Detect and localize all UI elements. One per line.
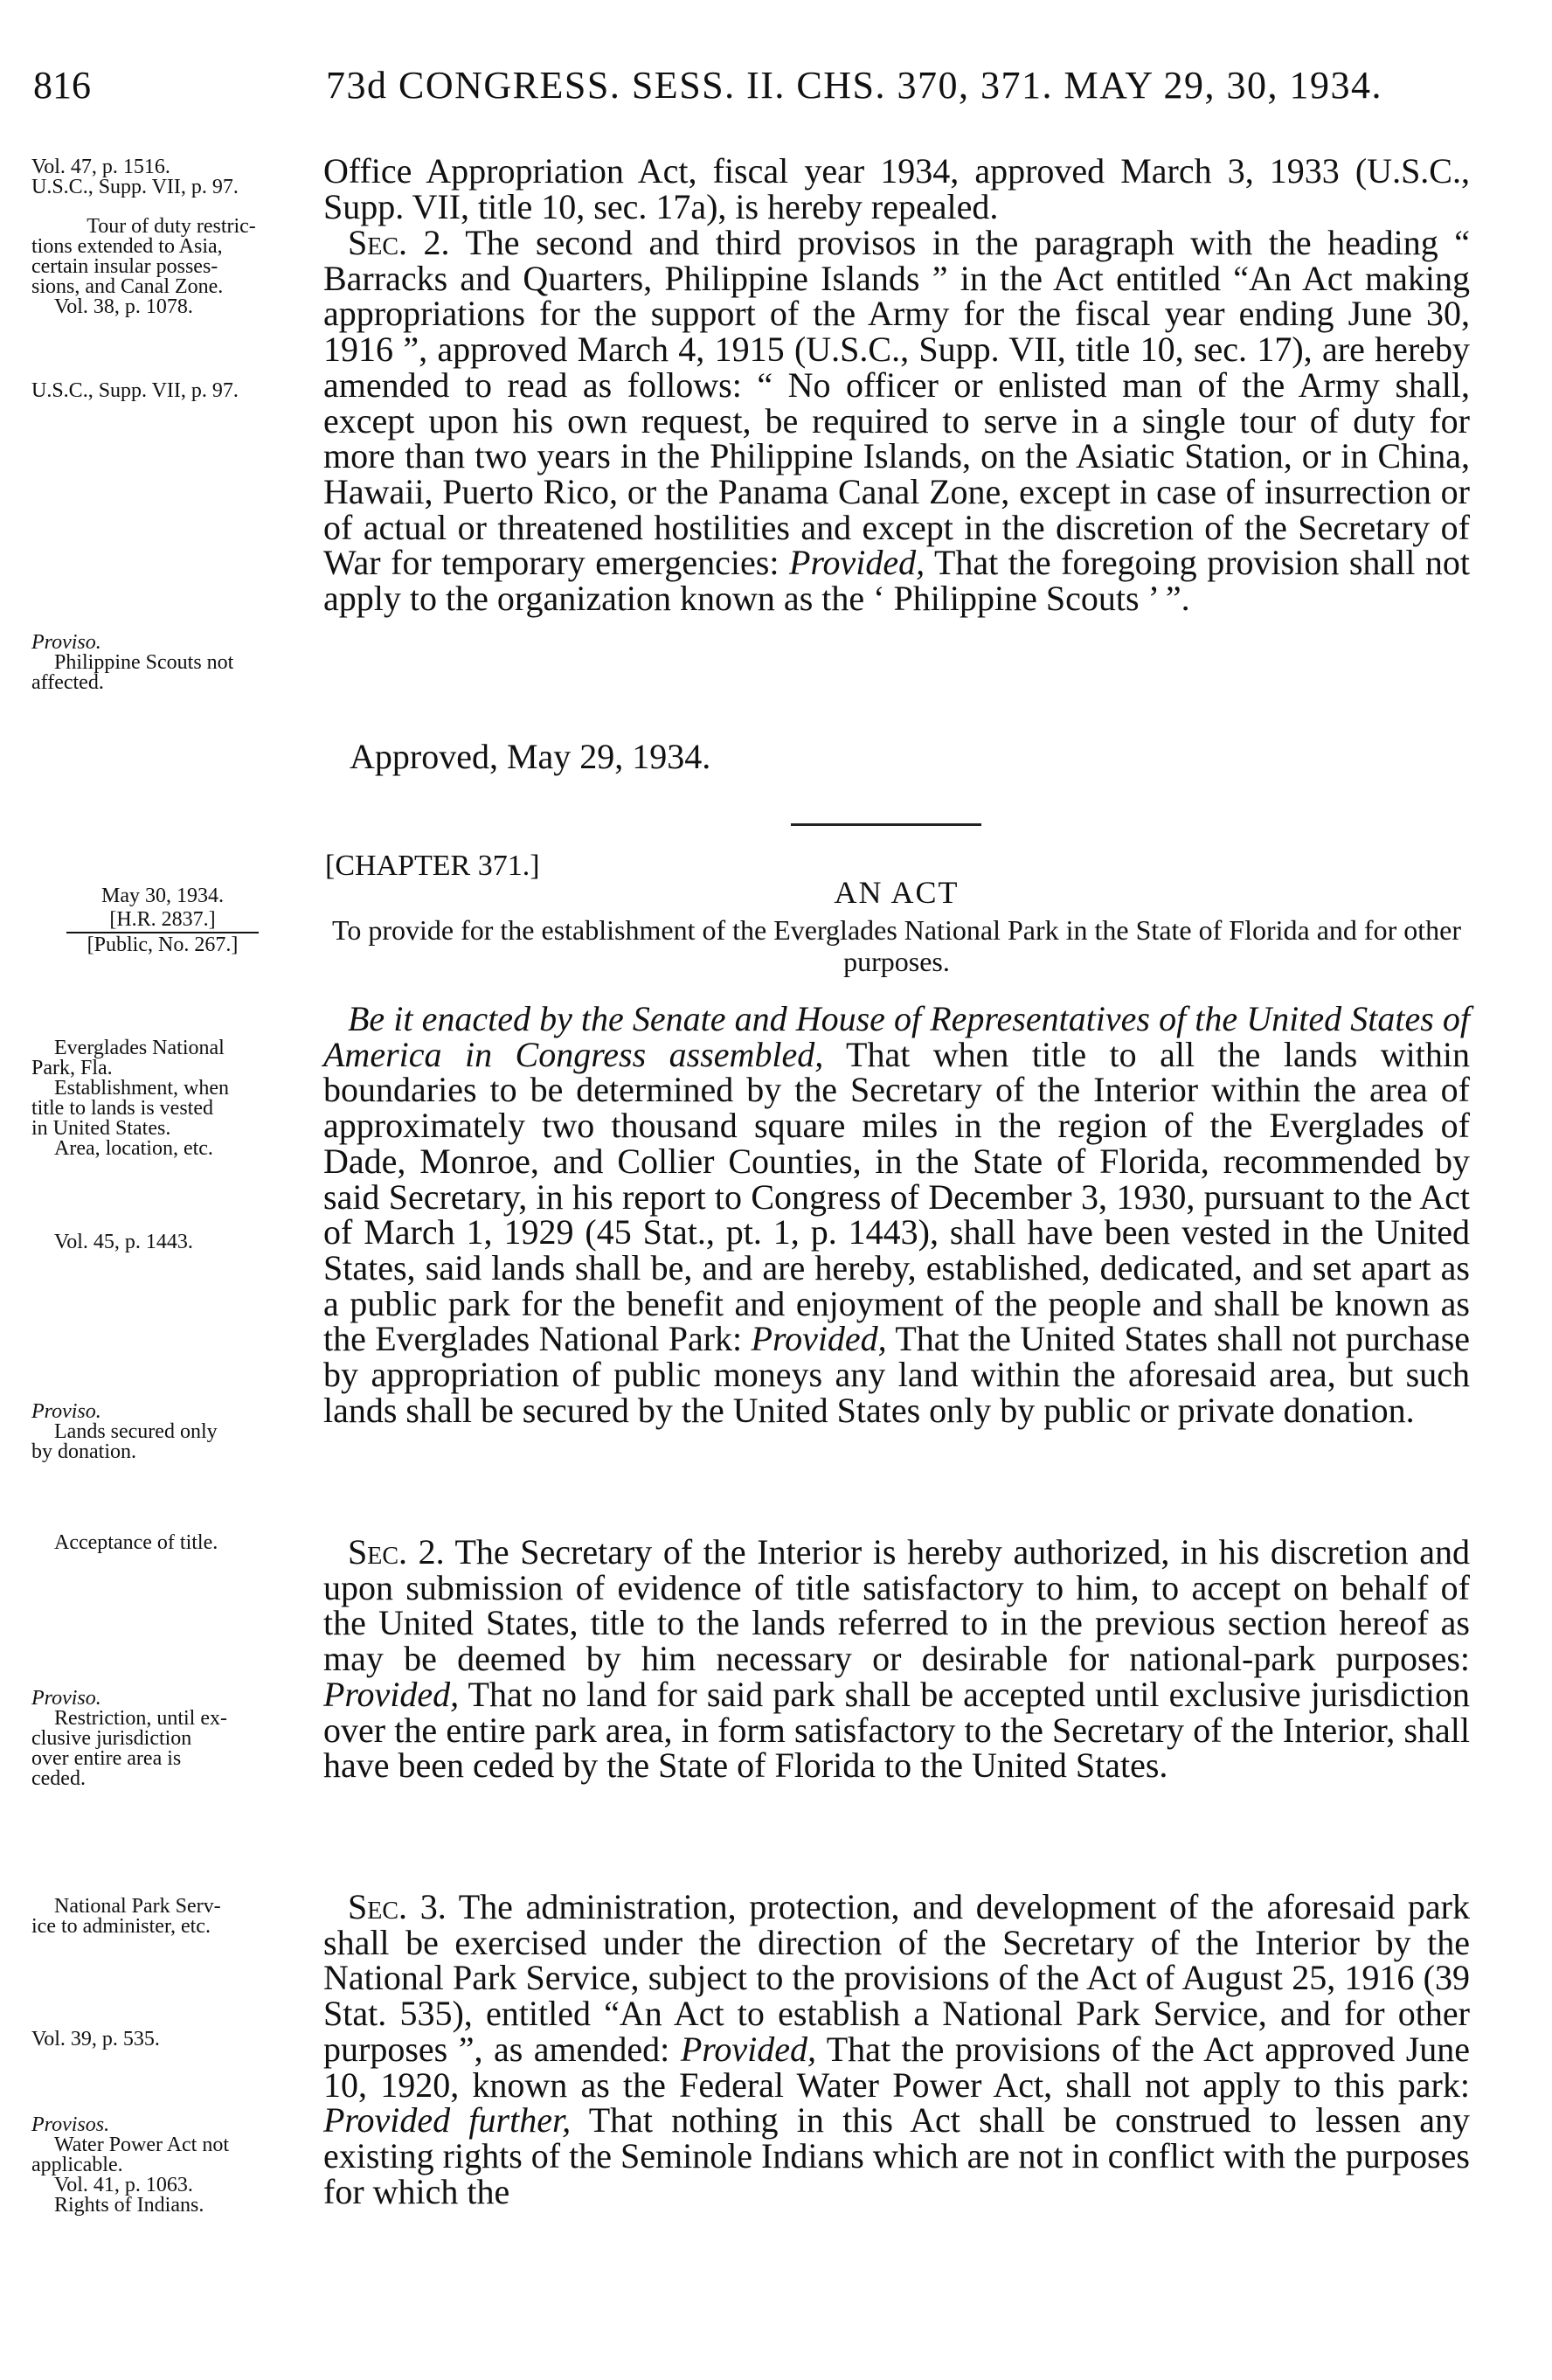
- margin-note-ref: U.S.C., Supp. VII, p. 97.: [31, 379, 239, 402]
- section-2-paragraph: Sec. 2. The second and third provisos in the paragraph with the heading “ Barracks and Quarters, Philippine Islands ” in the Act entitled “An Act making appropriations for the support of the Army for the fiscal year ending June 30, 1916 ”, approved March 4, 1915 (U.S.C., Supp. VII, title 10, sec. 17), are hereby amended to read as follows: “ No officer or enlisted man of the Army shall, except upon his own request, be required to serve in a single tour of duty for more than two years in the Philippine Islands, on the Asiatic Station, or in China, Hawaii, Puerto Rico, or the Panama Canal Zone, except in case of insurrection or of actual or threatened hostilities and except in the discretion of the Secretary of War for temporary emergencies: Provided, That the foregoing provision shall not apply to the organization known as the ‘ Philippine Scouts ’ ”.: [323, 223, 1471, 619]
- section-2-paragraph: Sec. 2. The Secretary of the Interior is hereby authorized, in his discretion and upon submission of evidence of title satisfactory to him, to accept on behalf of the United States, title to the lands referred to in the previous section hereof as may be deemed by him necessary or desirable for national-park purposes: Provided, That no land for said park shall be accepted until exclusive jurisdiction over the entire park area, in form satisfactory to the Secretary of the Interior, shall have been ceded by the State of Florida to the United States.: [323, 1532, 1470, 1786]
- margin-note-restriction: Proviso. Restriction, until ex- clusive jurisdiction over entire area is ceded.: [31, 1687, 227, 1790]
- margin-note-everglades: Everglades National Park, Fla. Establishment, when title to lands is vested in United States. Area, location, etc.: [31, 1037, 229, 1160]
- paragraph: Office Appropriation Act, fiscal year 1934, approved March 3, 1933 (U.S.C., Supp. VII, title 10, sec. 17a), is hereby repealed.: [323, 151, 1470, 226]
- act-purpose: To provide for the establishment of the Everglades National Park in the State of Florida and for other purposes.: [332, 914, 1461, 977]
- chapter-label: [CHAPTER 371.]: [325, 850, 540, 882]
- margin-note-ref: Vol. 39, p. 535.: [31, 2028, 160, 2050]
- approved-line: Approved, May 29, 1934.: [350, 737, 711, 776]
- margin-note-ref: Vol. 45, p. 1443.: [54, 1231, 193, 1253]
- margin-note-ref: Vol. 47, p. 1516. U.S.C., Supp. VII, p. 97.: [31, 156, 239, 198]
- margin-note-acceptance: Acceptance of title.: [54, 1531, 218, 1554]
- section-3-paragraph: Sec. 3. The administration, protection, and development of the aforesaid park shall be exercised under the direction of the Secretary of the Interior by the National Park Service, subject to the provisions of the Act of August 25, 1916 (39 Stat. 535), entitled “An Act to establish a National Park Service, and for other purposes ”, as amended: Provided, That the provisions of the Act approved June 10, 1920, known as the Federal Water Power Act, shall not apply to this park: Provided further, That nothing in this Act shall be construed to lessen any existing rights of the Seminole Indians which are not in conflict with the purposes for which the: [323, 1887, 1471, 2211]
- running-title: 73d CONGRESS. SESS. II. CHS. 370, 371. MAY 29, 30, 1934.: [326, 64, 1383, 107]
- margin-note-water-power: Provisos. Water Power Act not applicable. Vol. 41, p. 1063. Rights of Indians.: [31, 2113, 230, 2217]
- divider-rule: [791, 823, 981, 826]
- chapter-reference: May 30, 1934. [H.R. 2837.] [Public, No. 267.]: [31, 885, 294, 957]
- margin-note-nps: National Park Serv- ice to administer, etc.: [31, 1895, 221, 1938]
- running-header: [33, 63, 1466, 124]
- act-heading: AN ACT: [834, 875, 960, 910]
- margin-note-tour-of-duty: Tour of duty restric- tions extended to Asia, certain insular posses- sions, and Canal Zone. Vol. 38, p. 1078.: [31, 215, 256, 318]
- margin-note-lands-donation: Proviso. Lands secured only by donation.: [31, 1400, 218, 1463]
- page-number: 816: [33, 64, 91, 107]
- margin-note-proviso-scouts: Proviso. Philippine Scouts not affected.: [31, 631, 234, 694]
- section-1-paragraph: Be it enacted by the Senate and House of Representatives of the United States of America in Congress assembled, That when title to all the lands within boundaries to be determined by the Secretary of the Interior within the area of approximately two thousand square miles in the region of the Everglades of Dade, Monroe, and Collier Counties, in the State of Florida, recommended by said Secretary, in his report to Congress of December 3, 1930, pursuant to the Act of March 1, 1929 (45 Stat., pt. 1, p. 1443), shall have been vested in the United States, said lands shall be, and are hereby, established, dedicated, and set apart as a public park for the benefit and enjoyment of the people and shall be known as the Everglades National Park: Provided, That the United States shall not purchase by appropriation of public moneys any land within the aforesaid area, but such lands shall be secured by the United States only by public or private donation.: [323, 999, 1471, 1430]
